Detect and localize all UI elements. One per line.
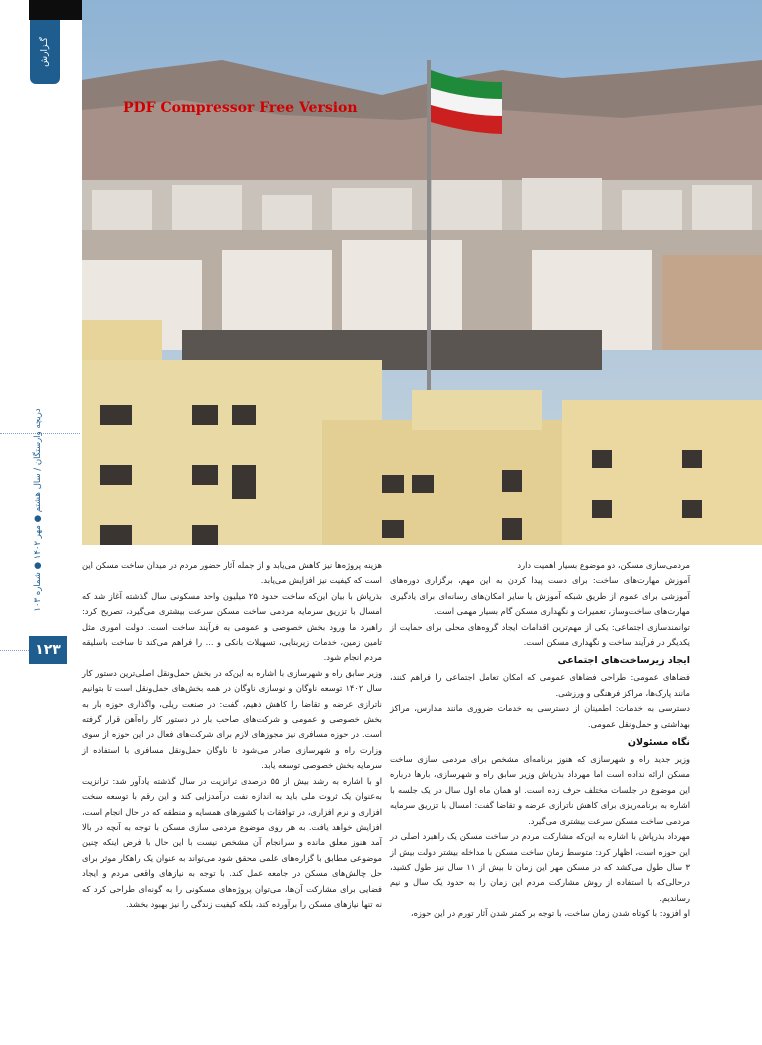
paragraph: او با اشاره به رشد بیش از ۵۵ درصدی ترانزیت در سال گذشته یادآور شد: ترانزیت به‌عنوان یک ثروت ملی باید به اندازه نفت درآمدزایی کند و این رقم با توسعه سخت افزاری و نرم افزاری، در توافقات با کشورهای همسایه و منطقه که در حال انجام است، افزایش خواهد یافت. به هر روی موضوع مردمی سازی مسکن با توجه به آنچه در بالا آمد هنوز معلق مانده و سرانجام آن مشخص نیست با این حال با فرض اینکه چنین موضوعی مطابق با گزاره‌های علمی محقق شود می‌تواند به عنوان یک راهکار موثر برای حل چالش‌های مسکن در جامعه عمل کند. با توجه به نیازهای واقعی مردم و ایجاد فضایی برای مشارکت آن‌ها، می‌توان پروژه‌های مسکونی را به گونه‌ای طراحی کرد که نه تنها نیازهای مسکن را برآورده کند، بلکه کیفیت زندگی را نیز بهبود بخشد. — [82, 775, 383, 909]
header-black-block — [29, 0, 82, 20]
article-column-left — [82, 558, 382, 912]
housing-photo — [82, 0, 762, 545]
paragraph: او افزود: با کوتاه شدن زمان ساخت، با توجه بر کمتر شدن آثار تورم در این حوزه، — [410, 908, 690, 919]
article-column-right — [390, 558, 690, 922]
section-heading: ایجاد زیرساخت‌های اجتماعی — [557, 655, 690, 667]
section-heading: نگاه مسئولان — [627, 737, 690, 749]
paragraph: دسترسی به خدمات: اطمینان از دسترسی به خدمات ضروری مانند مدارس، مراکز بهداشتی و حمل‌ونقل عمومی. — [390, 703, 690, 729]
dotted-divider — [0, 650, 29, 651]
paragraph: هزینه پروژه‌ها نیز کاهش می‌یابد و از جمله آثار حضور مردم در میدان ساخت مسکن این است که کیفیت نیز افزایش می‌یابد. — [82, 560, 382, 586]
magazine-info: دریچه وارستگان / سال هشتم ● مهر ۱۴۰۲ ● شماره ۱۰۳ — [33, 408, 43, 612]
page-number: ۱۲۳ — [35, 642, 61, 658]
housing-photo-illustration — [82, 0, 762, 545]
magazine-side-label — [30, 385, 46, 635]
paragraph: مهرداد بذرپاش با اشاره به این‌که مشارکت مردم در ساخت مسکن یک راهبرد اصلی در این حوزه است، اظهار کرد: متوسط زمان ساخت مسکن با مداخله بیشتر دولت بیش از ۳ سال طول می‌کشد که در مسکن مهر این زمان تا بیش از ۱۱ سال نیز طول کشید، درحالی‌که با استفاده از روش مشارکت مردم این زمان را به حدود یک سال و نیم رساندیم. — [390, 831, 690, 903]
page-number-box — [29, 636, 67, 664]
paragraph: فضاهای عمومی: طراحی فضاهای عمومی که امکان تعامل اجتماعی را فراهم کنند، مانند پارک‌ها، مراکز فرهنگی و ورزشی. — [390, 672, 690, 698]
paragraph: بذرپاش با بیان این‌که ساخت حدود ۲۵ میلیون واحد مسکونی سال گذشته آغاز شد که امسال با تزریق سرمایه مردمی ساخت مسکن سرعت بیشتری می‌گیرد، تصریح کرد: راهبرد ما ورود بخش خصوصی و عمومی به فرآیند ساخت است. دولت اموری مثل تامین زمین، خدمات زیربنایی، تسهیلات بانکی و ... را فراهم می‌کند تا ساخت باسلیقه مردم انجام شود. — [82, 590, 382, 663]
paragraph: مردمی‌سازی مسکن، دو موضوع بسیار اهمیت دارد — [517, 560, 690, 570]
paragraph: وزیر سابق راه و شهرسازی با اشاره به این‌که در بخش حمل‌ونقل اصلی‌ترین دستور کار سال ۱۴۰۲ توسعه ناوگان و نوسازی ناوگان در همه بخش‌های حمل‌ونقل است تا بتوانیم ناترازی عرضه و تقاضا را کاهش دهیم، گفت: در صنعت ریلی، واگذاری حوزه بار به بخش خصوصی و عمومی و شرکت‌های صاحب بار در دستور کار راه‌آهن قرار گرفته است. در حوزه مسافری نیز مجوزهای لازم برای شرکت‌های فعال در این حوزه از سوی وزارت راه و شهرسازی صادر می‌شود تا ناوگان حمل‌ونقل مسافری با استفاده از سرمایه بخش خصوصی توسعه یابد. — [82, 667, 382, 771]
paragraph: وزیر جدید راه و شهرسازی که هنوز برنامه‌ای مشخص برای مردمی سازی ساخت مسکن ارائه نداده است اما مهرداد بذرپاش وزیر سابق راه و شهرسازی، بارها درباره این موضوع در جلسات مختلف حرف زده است. او همان ماه اول سال در یک جلسه با اشاره به برنامه‌ریزی برای کاهش ناترازی عرضه و تقاضا گفت: امسال با تزریق سرمایه مردمی ساخت مسکن سرعت بیشتری می‌گیرد. — [390, 754, 690, 826]
section-tab-label: گـزارش — [40, 37, 50, 67]
watermark: PDF Compressor Free Version — [123, 100, 358, 116]
paragraph: توانمندسازی اجتماعی: یکی از مهم‌ترین اقدامات ایجاد گروه‌های محلی برای حمایت از یکدیگر در فرآیند ساخت و نگهداری مسکن است. — [390, 621, 690, 648]
section-tab — [30, 20, 60, 84]
page-margin — [0, 0, 29, 545]
paragraph: آموزش مهارت‌های ساخت: برای دست پیدا کردن به این مهم، برگزاری دوره‌های آموزشی برای عموم از طریق شبکه آموزش یا سایر امکان‌های رسانه‌ای برای یادگیری مهارت‌های ساخت‌وساز، تعمیرات و نگهداری مسکن گام بسیار مهمی است. — [390, 575, 690, 617]
